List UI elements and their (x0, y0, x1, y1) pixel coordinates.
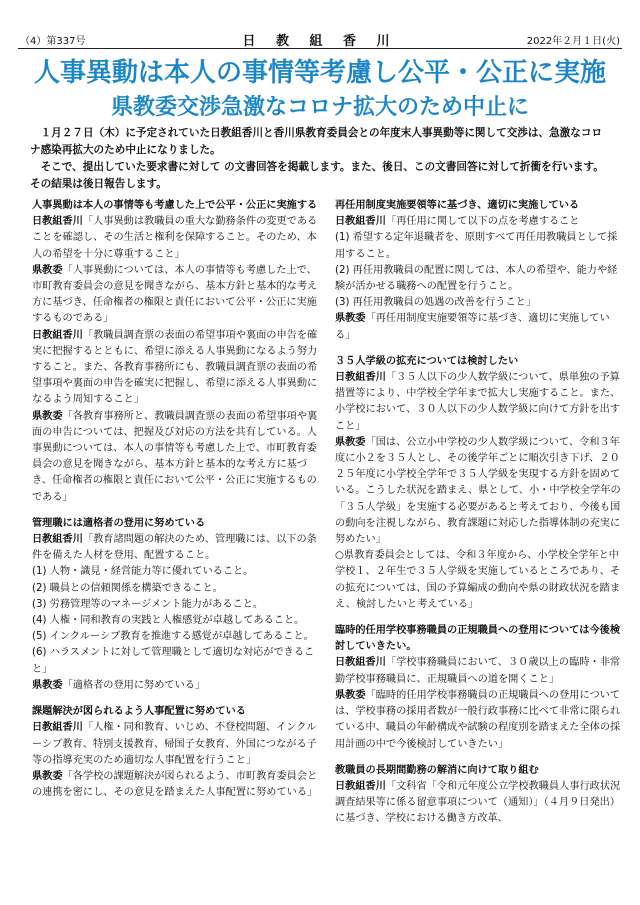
statement-text: (6) ハラスメントに対して管理職として適切な対応ができること」 (32, 647, 315, 675)
statement-text: 「再任用制度実施要領等に基づき、適切に実施している」 (335, 313, 610, 341)
speaker-label: 県教委 (32, 264, 63, 276)
statement-text: 「人事異動については、本人の事情等も考慮した上で、市町教育委員会の意見を聞きながら、基本方針と基本的な考え方に基づき、任命権者の権限と責任において公平・公正に実施するものである」 (32, 264, 318, 325)
statement-text: 「教育諸問題の解決のため、管理職には、以下の条件を備えた人材を登用、配置すること。 (32, 534, 317, 562)
statement (32, 263, 320, 328)
speaker-label: 日教組香川 (335, 780, 386, 792)
section-heading: ３５人学級の拡充については検討したい (335, 355, 519, 367)
page-header (18, 30, 622, 49)
statement (32, 629, 320, 645)
statement-text: (1) 希望する定年退職者を、原則すべて再任用教職員として採用すること。 (335, 232, 618, 260)
intro-paragraph: そこで、提出していた要求書に対して の文書回答を掲載します。また、後日、この文書回答に対して折衝を行います。その結果は後日報告します。 (30, 161, 604, 190)
statement (335, 263, 623, 295)
statement-text: (2) 再任用教職員の配置に関しては、本人の希望や、能力や経験が活かせる職務への配置を行うこと。 (335, 264, 618, 293)
speaker-label: 県教委 (335, 436, 366, 448)
speaker-label: 日教組香川 (335, 372, 386, 384)
statement (32, 613, 320, 629)
article-section (335, 354, 623, 613)
section-heading: 臨時的任用学校事務職員の正規職員への登用については今後検討していきたい。 (335, 625, 621, 653)
speaker-label: 県教委 (335, 689, 366, 701)
section-heading: 再任用制度実施要領等に基づき、適切に実施している (335, 200, 580, 211)
statement-text: 「各教育事務所と、教職員調査票の表面の希望事項や裏面の申告については、把握及び対応の方法を共有している。人事異動については、本人の事情等も考慮した上で、市町教育委員会の意見を聞きながら、基本方針と基本的な考え方に基づき、任命権者の権限と責任において公平・公正に実施するものである」 (32, 410, 318, 503)
statement-text: 「国は、公立小中学校の少人数学級について、令和３年度に小２を３５人とし、その後学年ごとに順次引き下げ、２０２５年度に小学校全学年で３５人学級を実現する方針を固めている。こうした状況を踏まえ、県として、小・中学校全学年の「３５人学級」を実施する必要があると考えており、今後も国の動向を注視しながら、教育課題に対応した指導体制の充実に努めたい」 (335, 436, 621, 546)
statement (335, 311, 623, 343)
speaker-label: 県教委 (32, 410, 63, 422)
speaker-label: 県教委 (335, 313, 366, 325)
statement (32, 581, 320, 597)
article-section (32, 704, 320, 801)
statement (32, 328, 320, 409)
statement-text: 「再任用に関して以下の点を考慮すること (385, 216, 580, 228)
statement-text: 「文科省「令和元年度公立学校教職員人事行政状況調査結果等に係る留意事項について（通知）」（４月９日発出）に基づき、学校における働き方改革、 (335, 780, 621, 825)
statement (335, 655, 623, 687)
statement-text: 「人事異動は教職員の重大な勤務条件の変更であることを確認し、その生活と権利を保障すること。そのため、本人の希望を十分に尊重すること」 (32, 216, 318, 260)
speaker-label: 日教組香川 (335, 216, 386, 228)
statement-text: 「適格者の登用に努めている」 (62, 679, 206, 691)
issue-date: 2022年２月１日(火) (526, 36, 620, 47)
statement-text: (2) 職員との信頼関係を構築できること。 (32, 582, 223, 594)
headline: 人事異動は本人の事情等考慮し公平・公正に実施 (33, 58, 606, 88)
section-heading: 人事異動は本人の事情等も考慮した上で公平・公正に実施する (32, 200, 318, 211)
speaker-label: 県教委 (32, 679, 63, 691)
speaker-label: 日教組香川 (32, 216, 83, 228)
statement (32, 532, 320, 564)
intro-paragraph: １月２７日（木）に予定されていた日教組香川と香川県教育委員会との年度末人事異動等に関して交渉は、急激なコロナ感染再拡大のため中止になりました。 (30, 127, 603, 156)
article-section (335, 198, 623, 344)
statement (32, 214, 320, 263)
speaker-label: 日教組香川 (32, 722, 83, 734)
statement (32, 769, 320, 801)
issue-number: （4）第337号 (20, 36, 86, 47)
statement-text: 「人権・同和教育、いじめ、不登校問題、インクルーシブ教育、特別支援教育、帰国子女教育、外国につながる子等の指導充実のため適切な人事配置を行うこと」 (32, 722, 317, 766)
section-heading: 教職員の長期間勤務の解消に向けて取り組む (335, 764, 539, 776)
article-section (335, 763, 623, 828)
statement (335, 435, 623, 548)
statement (335, 230, 623, 262)
left-column (32, 198, 320, 811)
statement (335, 295, 623, 311)
article-section (335, 623, 623, 753)
statement-text: (5) インクルーシブ教育を推進する感覚が卓越してあること。 (32, 631, 314, 643)
statement (335, 688, 623, 753)
statement (335, 779, 623, 828)
statement-text: (4) 人権・同和教育の実践と人権感覚が卓越してあること。 (32, 615, 305, 627)
subheadline: 県教委交渉急激なコロナ拡大のため中止に (110, 95, 529, 120)
section-heading: 管理職には適格者の登用に努めている (32, 517, 206, 529)
speaker-label: 日教組香川 (335, 657, 386, 669)
speaker-label: 日教組香川 (32, 329, 83, 341)
statement (32, 564, 320, 580)
statement-text: (1) 人物・識見・経営能力等に優れていること。 (32, 566, 254, 578)
speaker-label: 県教委 (32, 770, 63, 782)
statement (32, 645, 320, 677)
masthead: 日 教 組 香 川 (242, 34, 398, 49)
statement-text: 「３５人以下の少人数学級について、県単独の予算措置等により、中学校全学年まで拡大し実施すること。また、小学校において、３０人以下の少人数学級に向けて方針を出すこと」 (335, 372, 621, 432)
statement-text: 「学校事務職員において、３０歳以上の臨時・非常勤学校事務職員に、正規職員への道を開くこと」 (335, 657, 621, 685)
speaker-label: 日教組香川 (32, 534, 83, 546)
intro (30, 125, 612, 193)
statement-text: (3) 労務管理等のマネージメント能力があること。 (32, 598, 264, 610)
statement-text: ○県教育委員会としては、令和３年度から、小学校全学年と中学校１、２年生で３５人学級を実施しているところであり、その拡充については、国の予算編成の動向や県の財政状況を踏まえ、検討したいと考えている」 (335, 550, 621, 610)
statement-text: (3) 再任用教職員の処遇の改善を行うこと」 (335, 297, 537, 309)
article-section (32, 198, 320, 506)
statement (32, 678, 320, 694)
statement (32, 409, 320, 506)
section-heading: 課題解決が図られるよう人事配置に努めている (32, 706, 246, 718)
statement (335, 370, 623, 435)
article-section (32, 516, 320, 694)
statement-text: 「各学校の課題解決が図られるよう、市町教育委員会との連携を密にし、その意見を踏まえた人事配置に努めている」 (32, 770, 318, 799)
right-column (335, 198, 623, 838)
statement-text: 「臨時的任用学校事務職員の正規職員への登用については、学校事務の採用者数が一般行政事務に比べて非常に限られている中、職員の年齢構成や試験の程度別を踏まえた全体の採用計画の中で今後検討していきたい」 (335, 689, 621, 750)
statement (32, 720, 320, 769)
statement (335, 214, 623, 230)
statement (335, 548, 623, 613)
statement (32, 597, 320, 613)
statement-text: 「教職員調査票の表面の希望事項や裏面の申告を確実に把握するとともに、希望に添える人事異動になるよう努力すること。また、各教育事務所にも、教職員調査票の表面の希望事項や裏面の申告を確実に把握し、希望に添える人事異動になるよう周知すること」 (32, 329, 318, 406)
